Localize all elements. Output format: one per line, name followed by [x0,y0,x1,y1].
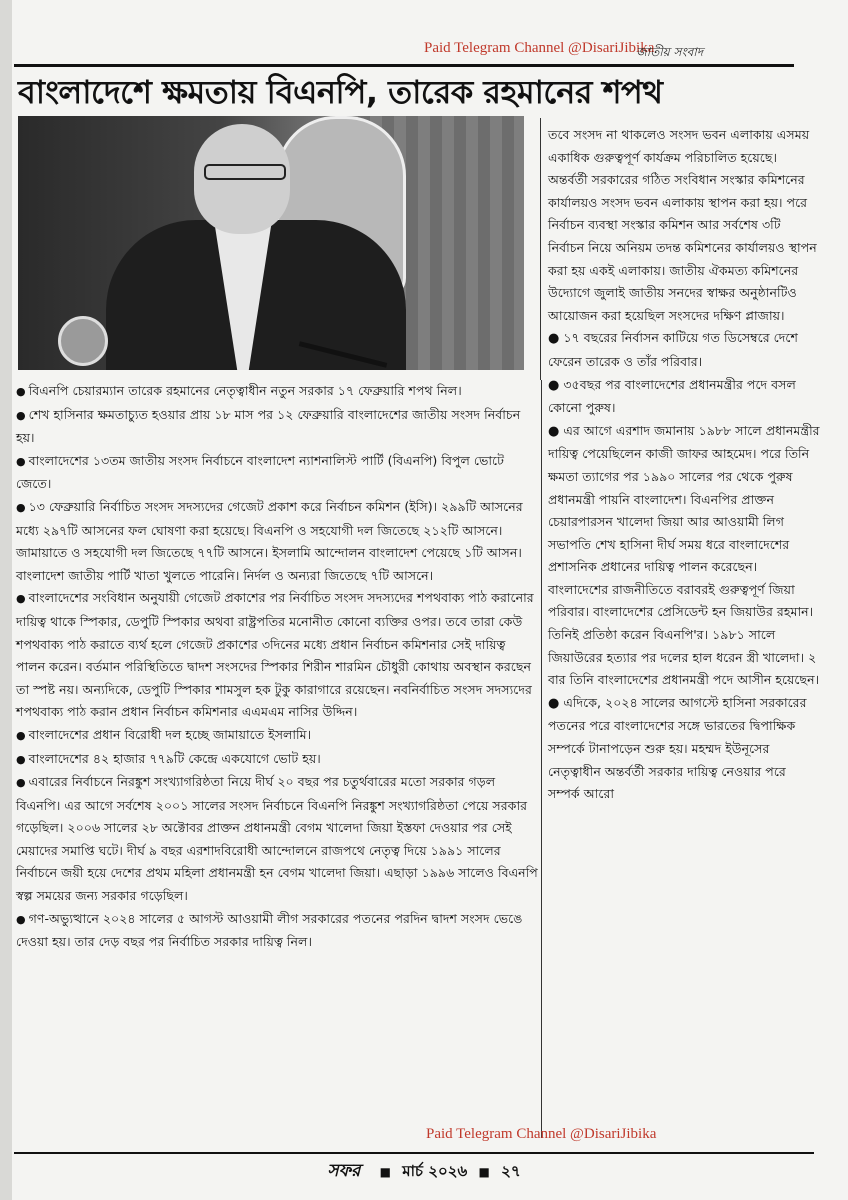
bullet-icon: ● [16,408,26,422]
right-bullet-paragraph: ● ১৭ বছরের নির্বাসন কাটিয়ে গত ডিসেম্বরে দেশে ফেরেন তারেক ও তাঁর পরিবার। [548,330,798,369]
bullet-icon: ● [16,454,26,468]
bottom-rule [14,1152,814,1154]
page-number: ২৭ [501,1162,521,1180]
left-paragraph: ● গণ-অভ্যুত্থানে ২০২৪ সালের ৫ আগস্ট আওয়ামী লীগ সরকারের পতনের পরদিন দ্বাদশ সংসদ ভেঙে দেওয়া হয়। তার দেড় বছর পর নির্বাচিত সরকার দায়িত্ব নিল। [16,910,523,950]
headline: বাংলাদেশে ক্ষমতায় বিএনপি, তারেক রহমানের শপথ [18,73,663,111]
bullet-icon: ● [548,423,560,439]
left-paragraph: ● বাংলাদেশের প্রধান বিরোধী দল হচ্ছে জামায়াতে ইসলামি। [16,726,312,742]
watermark-top: Paid Telegram Channel @DisariJibika [424,40,655,56]
bullet-icon: ● [16,500,26,514]
left-paragraph: ● এবারের নির্বাচনে নিরঙ্কুশ সংখ্যাগরিষ্ঠতা নিয়ে দীর্ঘ ২০ বছর পর চতুর্থবারের মতো সরকার গড়ল বিএনপি। এর আগে সর্বশেষ ২০০১ সালের সংসদ নির্বাচনে বিএনপি নিরঙ্কুশ সংখ্যাগরিষ্ঠতা পেয়ে সরকার গড়েছিল। ২০০৬ সালের ২৮ অক্টোবর প্রাক্তন প্রধানমন্ত্রী বেগম খালেদা জিয়া ইস্তফা দেওয়ার পর সেই মেয়াদের সমাপ্তি ঘটে। দীর্ঘ ৯ বছর এরশাদবিরোধী আন্দোলনে রাজপথে নেতৃত্ব দিয়ে ১৯৯১ সালের নির্বাচনে জয়ী হয়ে দেশের প্রথম মহিলা প্রধানমন্ত্রী হন বেগম খালেদা জিয়া। এছাড়া ১৯৯৬ সালেও বিএনপি স্বল্প সময়ের জন্য সরকার গড়েছিল। [16,774,538,904]
left-paragraph: ● ১৩ ফেব্রুয়ারি নির্বাচিত সংসদ সদস্যদের গেজেট প্রকাশ করে নির্বাচন কমিশন (ইসি)। ২৯৯টি আসনের মধ্যে ২৯৭টি আসনের ফল ঘোষণা করা হয়েছে। বিএনপি ও সহযোগী দল জিতেছে ২১২টি আসনে। জামায়াতে ও সহযোগী দল জিতেছে ৭৭টি আসনে। ইসলামি আন্দোলন বাংলাদেশ পেয়েছে ১টি আসন। বাংলাদেশ জাতীয় পার্টি খাতা খুলতে পারেনি। নির্দল ও অন্যরা জিতেছে ৭টি আসনে। [16,498,523,583]
square-separator-icon: ■ [379,1165,391,1179]
seal-icon [58,316,108,366]
issue-date: মার্চ ২০২৬ [402,1162,468,1180]
photo-person-glasses [204,164,286,180]
left-paragraph: ● শেখ হাসিনার ক্ষমতাচ্যুত হওয়ার প্রায় ১৮ মাস পর ১২ ফেব্রুয়ারি বাংলাদেশের জাতীয় সংসদ নির্বাচন হয়। [16,406,521,446]
left-paragraph: ● বাংলাদেশের সংবিধান অনুযায়ী গেজেট প্রকাশের পর নির্বাচিত সংসদ সদস্যদের শপথবাক্য পাঠ করানোর দায়িত্ব থাকে স্পিকার, ডেপুটি স্পিকার অথবা রাষ্ট্রপতির মনোনীত কোনো ব্যক্তির ওপর। তবে তারা কেউ শপথবাক্য পাঠ করাতে ব্যর্থ হলে গেজেট প্রকাশের ৩দিনের মধ্যে প্রধান নির্বাচন কমিশনার সেই দায়িত্ব পালন করেন। বর্তমান পরিস্থিতিতে দ্বাদশ সংসদের স্পিকার শিরীন শারমিন চৌধুরী কোথায় অবস্থান করছেন তা স্পষ্ট নয়। অন্যদিকে, ডেপুটি স্পিকার শামসুল হক টুকু কারাগারে রয়েছেন। নবনির্বাচিত সংসদ সদস্যদের শপথবাক্য পাঠ করান প্রধান নির্বাচন কমিশনার এএমএম নাসির উদ্দিন। [16,590,534,720]
bullet-icon: ● [548,331,560,347]
left-paragraph: ● বাংলাদেশের ৪২ হাজার ৭৭৯টি কেন্দ্রে একযোগে ভোট হয়। [16,750,321,766]
bullet-icon: ● [16,592,26,606]
news-photo [18,116,524,370]
section-tag: জাতীয় সংবাদ [636,45,704,59]
bullet-icon: ● [16,728,26,742]
bullet-icon: ● [548,377,560,393]
bullet-icon: ● [16,912,26,926]
right-column [548,124,820,806]
column-divider [541,380,542,1138]
square-separator-icon: ■ [478,1165,490,1179]
page-footer [0,1158,848,1186]
watermark-bottom: Paid Telegram Channel @DisariJibika [426,1126,657,1142]
bullet-icon: ● [16,385,26,398]
bullet-icon: ● [16,752,26,766]
left-paragraph: ● বিএনপি চেয়ারম্যান তারেক রহমানের নেতৃত্বাধীন নতুন সরকার ১৭ ফেব্রুয়ারি শপথ নিল। [16,383,462,398]
bullet-icon: ● [548,695,560,711]
page-edge [0,0,12,1200]
right-bullet-paragraph: ● ৩৫বছর পর বাংলাদেশের প্রধানমন্ত্রীর পদে বসল কোনো পুরুষ। [548,376,796,416]
column-divider-top [540,118,541,380]
magazine-logo: সফর [327,1161,361,1181]
bullet-icon: ● [16,776,26,790]
left-paragraph: ● বাংলাদেশের ১৩তম জাতীয় সংসদ নির্বাচনে বাংলাদেশ ন্যাশনালিস্ট পার্টি (বিএনপি) বিপুল ভোটে জেতে। [16,452,504,492]
top-rule [14,64,794,67]
left-column [16,380,538,954]
right-bullet-paragraph: ● এর আগে এরশাদ জমানায় ১৯৮৮ সালে প্রধানমন্ত্রীর দায়িত্ব পেয়েছিলেন কাজী জাফর আহমেদ। পরে তিনি ক্ষমতা ত্যাগের পর ১৯৯০ সালের পর থেকে পুরুষ প্রধানমন্ত্রী পায়নি বাংলাদেশ। বিএনপির প্রাক্তন চেয়ারপারসন খালেদা জিয়া আর আওয়ামী লিগ সভাপতি শেখ হাসিনা দীর্ঘ সময় ধরে বাংলাদেশের প্রশাসনিক প্রধানের দায়িত্ব পালন করেছেন। বাংলাদেশের রাজনীতিতে বরাবরই গুরুত্বপূর্ণ জিয়া পরিবার। বাংলাদেশের প্রেসিডেন্ট হন জিয়াউর রহমান। তিনিই প্রতিষ্ঠা করেন বিএনপি'র। ১৯৮১ সালে জিয়াউরের হত্যার পর দলের হাল ধরেন স্ত্রী খালেদা। ২ বার তিনি বাংলাদেশের প্রধানমন্ত্রী পদে আসীন হয়েছেন। [548,422,820,688]
right-intro-paragraph: তবে সংসদ না থাকলেও সংসদ ভবন এলাকায় এসময় একাধিক গুরুত্বপূর্ণ কার্যক্রম পরিচালিত হয়েছে। অন্তর্বর্তী সরকারের গঠিত সংবিধান সংস্কার কমিশনের কার্যালয়ও সংসদ ভবন এলাকায় স্থাপন করা হয়। পরে নির্বাচন ব্যবস্থা সংস্কার কমিশন আর সর্বশেষ ৩টি নির্বাচন নিয়ে অনিয়ম তদন্ত কমিশনের কার্যালয়ও স্থাপন করা হয় একই এলাকায়। জাতীয় ঐকমত্য কমিশনের উদ্যোগে জুলাই জাতীয় সনদের স্বাক্ষর অনুষ্ঠানটিও আয়োজন করা হয়েছিল সংসদের দক্ষিণ প্লাজায়। [548,127,817,323]
right-bullet-paragraph: ● এদিকে, ২০২৪ সালের আগস্টে হাসিনা সরকারের পতনের পরে বাংলাদেশের সঙ্গে ভারতের দ্বিপাক্ষিক সম্পর্কে টানাপড়েন শুরু হয়। মহম্মদ ইউনূসের নেতৃত্বাধীন অন্তর্বর্তী সরকার দায়িত্ব নেওয়ার পরে সম্পর্ক আরো [548,694,807,802]
